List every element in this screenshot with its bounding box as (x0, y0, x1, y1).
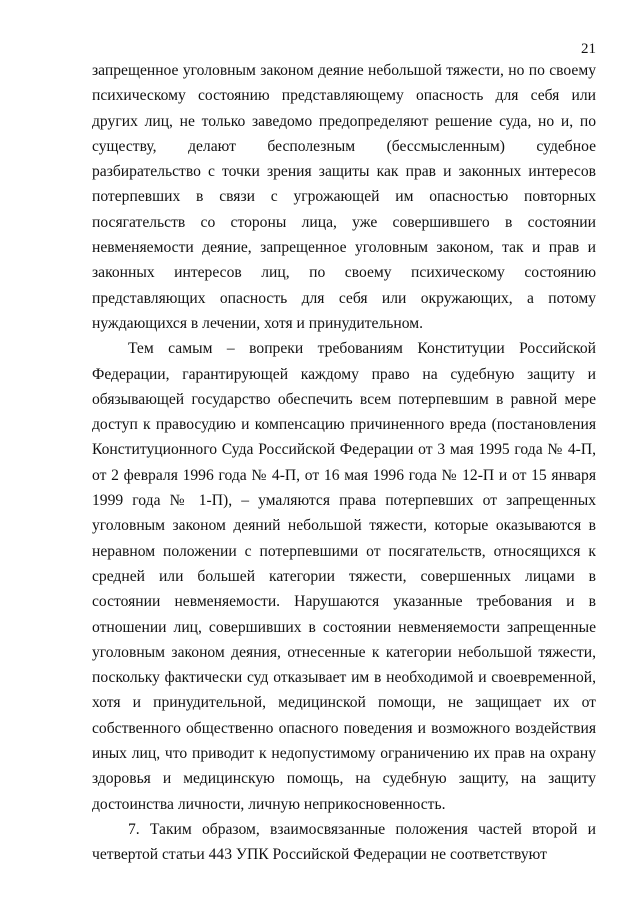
paragraph-rights-violation: Тем самым – вопреки требованиям Конституции Российской Федерации, гарантирующей каждому право на судебную защиту и обязывающей государство обеспечить всем потерпевшим в равной мере доступ к правосудию и компенсацию причиненного вреда (постановления Конституционного Суда Российской Федерации от 3 мая 1995 года № 4-П, от 2 февраля 1996 года № 4-П, от 16 мая 1996 года № 12-П и от 15 января 1999 года № 1-П), – умаляются права потерпевших от запрещенных уголовным законом деяний небольшой тяжести, которые оказываются в неравном положении с потерпевшими от посягательств, относящихся к средней или большей категории тяжести, совершенных лицами в состоянии невменяемости. Нарушаются указанные требования и в отношении лиц, совершивших в состоянии невменяемости запрещенные уголовным законом деяния, отнесенные к категории небольшой тяжести, поскольку фактически суд отказывает им в необходимой и своевременной, хотя и принудительной, медицинской помощи, не защищает их от собственного общественно опасного поведения и возможного воздействия иных лиц, что приводит к недопустимому ограничению их прав на охрану здоровья и медицинскую помощь, на судебную защиту, на защиту достоинства личности, личную неприкосновенность. (92, 340, 596, 813)
paragraph-conclusion-7: 7. Таким образом, взаимосвязанные положения частей второй и четвертой статьи 443 УПК Российской Федерации не соответствуют (92, 820, 596, 864)
page-number: 21 (581, 41, 596, 57)
document-body (92, 58, 596, 868)
paragraph-continuation: запрещенное уголовным законом деяние небольшой тяжести, но по своему психическому состоянию представляющему опасность для себя или других лиц, не только заведомо предопределяют решение суда, но и, по существу, делают бесполезным (бессмысленным) судебное разбирательство с точки зрения защиты как прав и законных интересов потерпевших в связи с угрожающей им опасностью повторных посягательств со стороны лица, уже совершившего в состоянии невменяемости деяние, запрещенное уголовным законом, так и прав и законных интересов лиц, по своему психическому состоянию представляющих опасность для себя или окружающих, а потому нуждающихся в лечении, хотя и принудительном. (92, 62, 596, 332)
